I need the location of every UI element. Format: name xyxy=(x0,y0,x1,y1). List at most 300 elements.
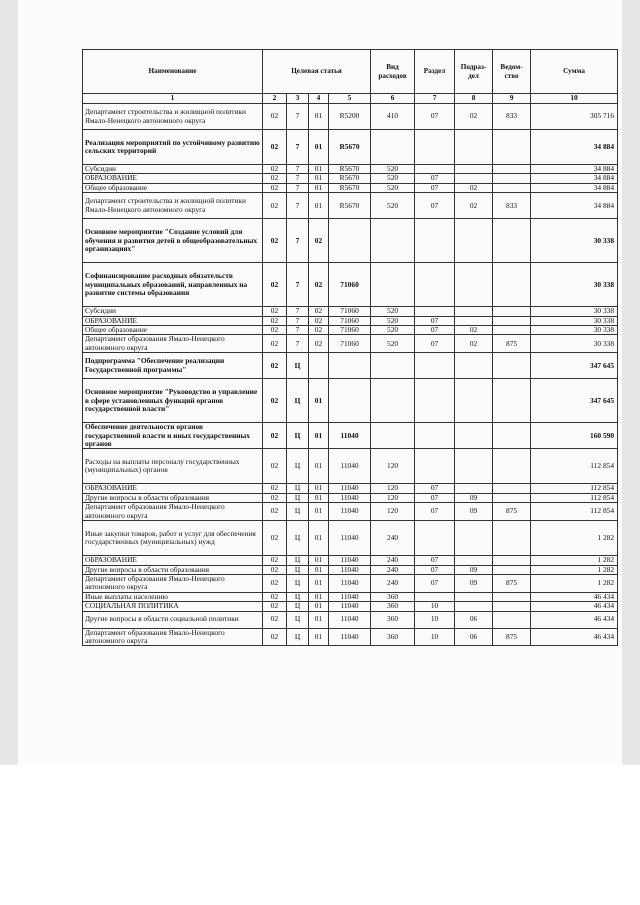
code-program: 02 xyxy=(263,193,287,219)
subsection: 06 xyxy=(455,628,493,646)
department-code xyxy=(493,219,531,263)
code-subprogram: Ц xyxy=(287,611,309,628)
header-subsection: Подраз-дел xyxy=(455,50,493,94)
subsection: 02 xyxy=(455,183,493,192)
code-subprogram: Ц xyxy=(287,503,309,521)
table-row xyxy=(83,493,618,502)
department-code xyxy=(493,174,531,183)
department-code: 833 xyxy=(493,104,531,130)
expense-type: 520 xyxy=(371,174,415,183)
code-event: 01 xyxy=(309,574,329,592)
table-row xyxy=(83,449,618,484)
code-event: 01 xyxy=(309,423,329,449)
budget-table xyxy=(82,49,618,646)
item-name: Расходы на выплаты персоналу государственных (муниципальных) органов xyxy=(83,449,263,484)
subsection xyxy=(455,263,493,307)
code-direction: 11040 xyxy=(329,556,371,565)
item-name: Другие вопросы в области образования xyxy=(83,493,263,502)
subsection: 02 xyxy=(455,193,493,219)
amount: 30 338 xyxy=(531,326,618,335)
item-name: Иные закупки товаров, работ и услуг для обеспечения государственных (муниципальных) нужд xyxy=(83,521,263,556)
expense-type: 120 xyxy=(371,449,415,484)
code-direction: 71060 xyxy=(329,316,371,325)
expense-type: 120 xyxy=(371,493,415,502)
item-name: ОБРАЗОВАНИЕ xyxy=(83,174,263,183)
header-name: Наименование xyxy=(83,50,263,94)
code-event: 01 xyxy=(309,628,329,646)
expense-type: 520 xyxy=(371,316,415,325)
subsection: 02 xyxy=(455,104,493,130)
amount: 46 434 xyxy=(531,602,618,611)
subsection xyxy=(455,602,493,611)
table-row xyxy=(83,574,618,592)
column-number-row xyxy=(83,94,618,104)
column-number: 9 xyxy=(493,94,531,104)
item-name: Софинансирование расходных обязательств муниципальных образований, направленных на развитие системы образования xyxy=(83,263,263,307)
department-code xyxy=(493,183,531,192)
code-direction: 71060 xyxy=(329,335,371,353)
subsection: 09 xyxy=(455,503,493,521)
code-subprogram: 7 xyxy=(287,130,309,165)
table-row xyxy=(83,104,618,130)
code-subprogram: Ц xyxy=(287,592,309,601)
code-program: 02 xyxy=(263,628,287,646)
table-row xyxy=(83,326,618,335)
amount: 34 884 xyxy=(531,130,618,165)
amount: 305 716 xyxy=(531,104,618,130)
section: 07 xyxy=(415,565,455,574)
code-program: 02 xyxy=(263,316,287,325)
item-name: Департамент образования Ямало-Ненецкого автономного округа xyxy=(83,628,263,646)
amount: 46 434 xyxy=(531,592,618,601)
item-name: Иные выплаты населению xyxy=(83,592,263,601)
amount: 30 338 xyxy=(531,219,618,263)
column-number: 1 xyxy=(83,94,263,104)
table-row xyxy=(83,353,618,379)
table-row xyxy=(83,556,618,565)
section xyxy=(415,592,455,601)
table-row xyxy=(83,611,618,628)
table-row xyxy=(83,130,618,165)
expense-type: 520 xyxy=(371,307,415,316)
amount: 34 884 xyxy=(531,193,618,219)
section: 07 xyxy=(415,183,455,192)
code-subprogram: 7 xyxy=(287,174,309,183)
expense-type: 120 xyxy=(371,503,415,521)
header-section: Раздел xyxy=(415,50,455,94)
code-event: 01 xyxy=(309,165,329,174)
subsection xyxy=(455,449,493,484)
code-program: 02 xyxy=(263,335,287,353)
code-event: 02 xyxy=(309,316,329,325)
item-name: Субсидии xyxy=(83,165,263,174)
code-event: 01 xyxy=(309,104,329,130)
subsection xyxy=(455,423,493,449)
code-subprogram: 7 xyxy=(287,219,309,263)
table-row xyxy=(83,592,618,601)
code-program: 02 xyxy=(263,556,287,565)
code-direction: R5670 xyxy=(329,183,371,192)
section xyxy=(415,423,455,449)
code-subprogram: Ц xyxy=(287,353,309,379)
code-direction: R5200 xyxy=(329,104,371,130)
item-name: Департамент строительства и жилищной политики Ямало-Ненецкого автономного округа xyxy=(83,193,263,219)
code-program: 02 xyxy=(263,174,287,183)
code-program: 02 xyxy=(263,353,287,379)
code-event: 01 xyxy=(309,449,329,484)
amount: 34 884 xyxy=(531,165,618,174)
subsection xyxy=(455,484,493,493)
subsection: 09 xyxy=(455,574,493,592)
code-event: 01 xyxy=(309,183,329,192)
amount: 1 282 xyxy=(531,556,618,565)
code-direction: 11040 xyxy=(329,574,371,592)
amount: 112 854 xyxy=(531,503,618,521)
column-number: 4 xyxy=(309,94,329,104)
amount: 34 884 xyxy=(531,183,618,192)
code-subprogram: 7 xyxy=(287,263,309,307)
section: 07 xyxy=(415,556,455,565)
item-name: Основное мероприятие "Создание условий для обучения и развития детей в общеобразовательных организациях" xyxy=(83,219,263,263)
expense-type: 240 xyxy=(371,565,415,574)
code-direction xyxy=(329,219,371,263)
code-event: 01 xyxy=(309,602,329,611)
column-number: 5 xyxy=(329,94,371,104)
amount: 30 338 xyxy=(531,263,618,307)
code-subprogram: Ц xyxy=(287,493,309,502)
code-subprogram: Ц xyxy=(287,521,309,556)
item-name: Основное мероприятие "Руководство и управление в сфере установленных функций органов государственной власти" xyxy=(83,379,263,423)
table-row xyxy=(83,219,618,263)
expense-type xyxy=(371,379,415,423)
code-direction: 11040 xyxy=(329,423,371,449)
expense-type: 240 xyxy=(371,574,415,592)
department-code xyxy=(493,165,531,174)
code-subprogram: 7 xyxy=(287,104,309,130)
amount: 112 854 xyxy=(531,493,618,502)
code-program: 02 xyxy=(263,165,287,174)
code-subprogram: Ц xyxy=(287,556,309,565)
item-name: ОБРАЗОВАНИЕ xyxy=(83,556,263,565)
subsection: 02 xyxy=(455,335,493,353)
table-row xyxy=(83,628,618,646)
code-event: 02 xyxy=(309,263,329,307)
item-name: Другие вопросы в области образования xyxy=(83,565,263,574)
section: 07 xyxy=(415,574,455,592)
amount: 112 854 xyxy=(531,449,618,484)
code-event: 01 xyxy=(309,503,329,521)
item-name: Общее образование xyxy=(83,183,263,192)
code-event: 01 xyxy=(309,193,329,219)
expense-type: 360 xyxy=(371,602,415,611)
code-event: 01 xyxy=(309,521,329,556)
code-program: 02 xyxy=(263,326,287,335)
amount: 46 434 xyxy=(531,628,618,646)
section xyxy=(415,130,455,165)
item-name: ОБРАЗОВАНИЕ xyxy=(83,316,263,325)
expense-type xyxy=(371,130,415,165)
expense-type: 360 xyxy=(371,628,415,646)
subsection xyxy=(455,521,493,556)
code-subprogram: Ц xyxy=(287,628,309,646)
section: 07 xyxy=(415,174,455,183)
expense-type: 360 xyxy=(371,611,415,628)
table-row xyxy=(83,316,618,325)
item-name: Департамент образования Ямало-Ненецкого автономного округа xyxy=(83,574,263,592)
header-row xyxy=(83,50,618,94)
department-code xyxy=(493,130,531,165)
item-name: Департамент образования Ямало-Ненецкого автономного округа xyxy=(83,335,263,353)
section: 07 xyxy=(415,193,455,219)
amount: 30 338 xyxy=(531,316,618,325)
subsection: 02 xyxy=(455,326,493,335)
code-event: 02 xyxy=(309,307,329,316)
code-event: 01 xyxy=(309,592,329,601)
department-code: 875 xyxy=(493,335,531,353)
department-code xyxy=(493,449,531,484)
code-program: 02 xyxy=(263,423,287,449)
table-row xyxy=(83,602,618,611)
subsection xyxy=(455,353,493,379)
code-event: 02 xyxy=(309,219,329,263)
section: 07 xyxy=(415,104,455,130)
section xyxy=(415,219,455,263)
code-program: 02 xyxy=(263,379,287,423)
department-code xyxy=(493,611,531,628)
code-event: 01 xyxy=(309,565,329,574)
table-row xyxy=(83,263,618,307)
code-program: 02 xyxy=(263,503,287,521)
item-name: Реализация мероприятий по устойчивому развитию сельских территорий xyxy=(83,130,263,165)
code-direction: R5670 xyxy=(329,165,371,174)
code-direction: 71060 xyxy=(329,263,371,307)
table-row xyxy=(83,174,618,183)
code-subprogram: Ц xyxy=(287,565,309,574)
code-program: 02 xyxy=(263,449,287,484)
expense-type xyxy=(371,219,415,263)
code-event xyxy=(309,353,329,379)
code-subprogram: 7 xyxy=(287,326,309,335)
code-program: 02 xyxy=(263,574,287,592)
amount: 347 645 xyxy=(531,353,618,379)
code-program: 02 xyxy=(263,602,287,611)
code-subprogram: Ц xyxy=(287,574,309,592)
code-direction: 11040 xyxy=(329,602,371,611)
code-direction xyxy=(329,379,371,423)
department-code xyxy=(493,263,531,307)
amount: 46 434 xyxy=(531,611,618,628)
code-program: 02 xyxy=(263,493,287,502)
column-number: 6 xyxy=(371,94,415,104)
subsection xyxy=(455,165,493,174)
section xyxy=(415,307,455,316)
item-name: Общее образование xyxy=(83,326,263,335)
section: 10 xyxy=(415,628,455,646)
item-name: ОБРАЗОВАНИЕ xyxy=(83,484,263,493)
expense-type xyxy=(371,263,415,307)
section: 07 xyxy=(415,326,455,335)
department-code xyxy=(493,316,531,325)
code-direction: 11040 xyxy=(329,521,371,556)
amount: 160 590 xyxy=(531,423,618,449)
code-program: 02 xyxy=(263,592,287,601)
table-row xyxy=(83,307,618,316)
column-number: 7 xyxy=(415,94,455,104)
table-row xyxy=(83,165,618,174)
department-code: 833 xyxy=(493,193,531,219)
department-code: 875 xyxy=(493,503,531,521)
expense-type: 240 xyxy=(371,521,415,556)
code-subprogram: 7 xyxy=(287,307,309,316)
department-code xyxy=(493,556,531,565)
subsection: 09 xyxy=(455,565,493,574)
code-direction: 11040 xyxy=(329,611,371,628)
code-program: 02 xyxy=(263,263,287,307)
code-direction: 11040 xyxy=(329,493,371,502)
section xyxy=(415,379,455,423)
subsection xyxy=(455,379,493,423)
code-subprogram: 7 xyxy=(287,193,309,219)
item-name: Другие вопросы в области социальной политики xyxy=(83,611,263,628)
expense-type: 360 xyxy=(371,592,415,601)
expense-type xyxy=(371,423,415,449)
code-event: 01 xyxy=(309,379,329,423)
amount: 1 282 xyxy=(531,574,618,592)
section: 10 xyxy=(415,611,455,628)
department-code: 875 xyxy=(493,574,531,592)
code-subprogram: Ц xyxy=(287,602,309,611)
subsection xyxy=(455,219,493,263)
department-code xyxy=(493,353,531,379)
department-code xyxy=(493,484,531,493)
code-direction: 11040 xyxy=(329,592,371,601)
code-subprogram: 7 xyxy=(287,165,309,174)
section: 07 xyxy=(415,493,455,502)
code-event: 02 xyxy=(309,326,329,335)
expense-type: 240 xyxy=(371,556,415,565)
section: 07 xyxy=(415,484,455,493)
code-direction: 11040 xyxy=(329,503,371,521)
header-target: Целевая статья xyxy=(263,50,371,94)
department-code xyxy=(493,423,531,449)
section xyxy=(415,353,455,379)
column-number: 8 xyxy=(455,94,493,104)
code-program: 02 xyxy=(263,219,287,263)
subsection xyxy=(455,316,493,325)
department-code xyxy=(493,307,531,316)
table-row xyxy=(83,521,618,556)
table-row xyxy=(83,565,618,574)
department-code xyxy=(493,493,531,502)
table-row xyxy=(83,503,618,521)
subsection xyxy=(455,556,493,565)
section xyxy=(415,521,455,556)
amount: 30 338 xyxy=(531,335,618,353)
department-code xyxy=(493,602,531,611)
expense-type xyxy=(371,353,415,379)
table-row xyxy=(83,193,618,219)
code-event: 01 xyxy=(309,130,329,165)
amount: 1 282 xyxy=(531,565,618,574)
code-program: 02 xyxy=(263,484,287,493)
code-direction: R5670 xyxy=(329,193,371,219)
code-subprogram: Ц xyxy=(287,449,309,484)
code-subprogram: Ц xyxy=(287,484,309,493)
header-expense-type: Вид расходов xyxy=(371,50,415,94)
amount: 347 645 xyxy=(531,379,618,423)
amount: 1 282 xyxy=(531,521,618,556)
table-row xyxy=(83,484,618,493)
expense-type: 410 xyxy=(371,104,415,130)
section xyxy=(415,165,455,174)
code-event: 01 xyxy=(309,174,329,183)
code-program: 02 xyxy=(263,130,287,165)
column-number: 3 xyxy=(287,94,309,104)
expense-type: 520 xyxy=(371,183,415,192)
code-event: 01 xyxy=(309,611,329,628)
subsection: 06 xyxy=(455,611,493,628)
code-program: 02 xyxy=(263,611,287,628)
section: 10 xyxy=(415,602,455,611)
amount: 34 884 xyxy=(531,174,618,183)
item-name: Подпрограмма "Обеспечение реализации Государственной программы" xyxy=(83,353,263,379)
code-direction: 11040 xyxy=(329,628,371,646)
subsection xyxy=(455,130,493,165)
amount: 30 338 xyxy=(531,307,618,316)
amount: 112 854 xyxy=(531,484,618,493)
item-name: Департамент строительства и жилищной политики Ямало-Ненецкого автономного округа xyxy=(83,104,263,130)
code-program: 02 xyxy=(263,565,287,574)
subsection: 09 xyxy=(455,493,493,502)
code-program: 02 xyxy=(263,104,287,130)
department-code xyxy=(493,521,531,556)
table-row xyxy=(83,183,618,192)
code-subprogram: Ц xyxy=(287,379,309,423)
expense-type: 120 xyxy=(371,484,415,493)
code-subprogram: 7 xyxy=(287,316,309,325)
code-event: 02 xyxy=(309,335,329,353)
section: 07 xyxy=(415,335,455,353)
section xyxy=(415,449,455,484)
subsection xyxy=(455,307,493,316)
item-name: СОЦИАЛЬНАЯ ПОЛИТИКА xyxy=(83,602,263,611)
header-amount: Сумма xyxy=(531,50,618,94)
code-event: 01 xyxy=(309,493,329,502)
expense-type: 520 xyxy=(371,335,415,353)
code-direction: 71060 xyxy=(329,326,371,335)
code-direction: R5670 xyxy=(329,174,371,183)
item-name: Департамент образования Ямало-Ненецкого автономного округа xyxy=(83,503,263,521)
department-code xyxy=(493,592,531,601)
code-subprogram: 7 xyxy=(287,183,309,192)
code-direction: 11040 xyxy=(329,484,371,493)
code-direction: 71060 xyxy=(329,307,371,316)
expense-type: 520 xyxy=(371,326,415,335)
column-number: 10 xyxy=(531,94,618,104)
section: 07 xyxy=(415,316,455,325)
code-program: 02 xyxy=(263,521,287,556)
department-code xyxy=(493,565,531,574)
header-department: Ведом-ство xyxy=(493,50,531,94)
subsection xyxy=(455,592,493,601)
subsection xyxy=(455,174,493,183)
table-row xyxy=(83,335,618,353)
code-event: 01 xyxy=(309,556,329,565)
column-number: 2 xyxy=(263,94,287,104)
code-direction xyxy=(329,353,371,379)
department-code xyxy=(493,326,531,335)
item-name: Обеспечение деятельности органов государственной власти и иных государственных органов xyxy=(83,423,263,449)
